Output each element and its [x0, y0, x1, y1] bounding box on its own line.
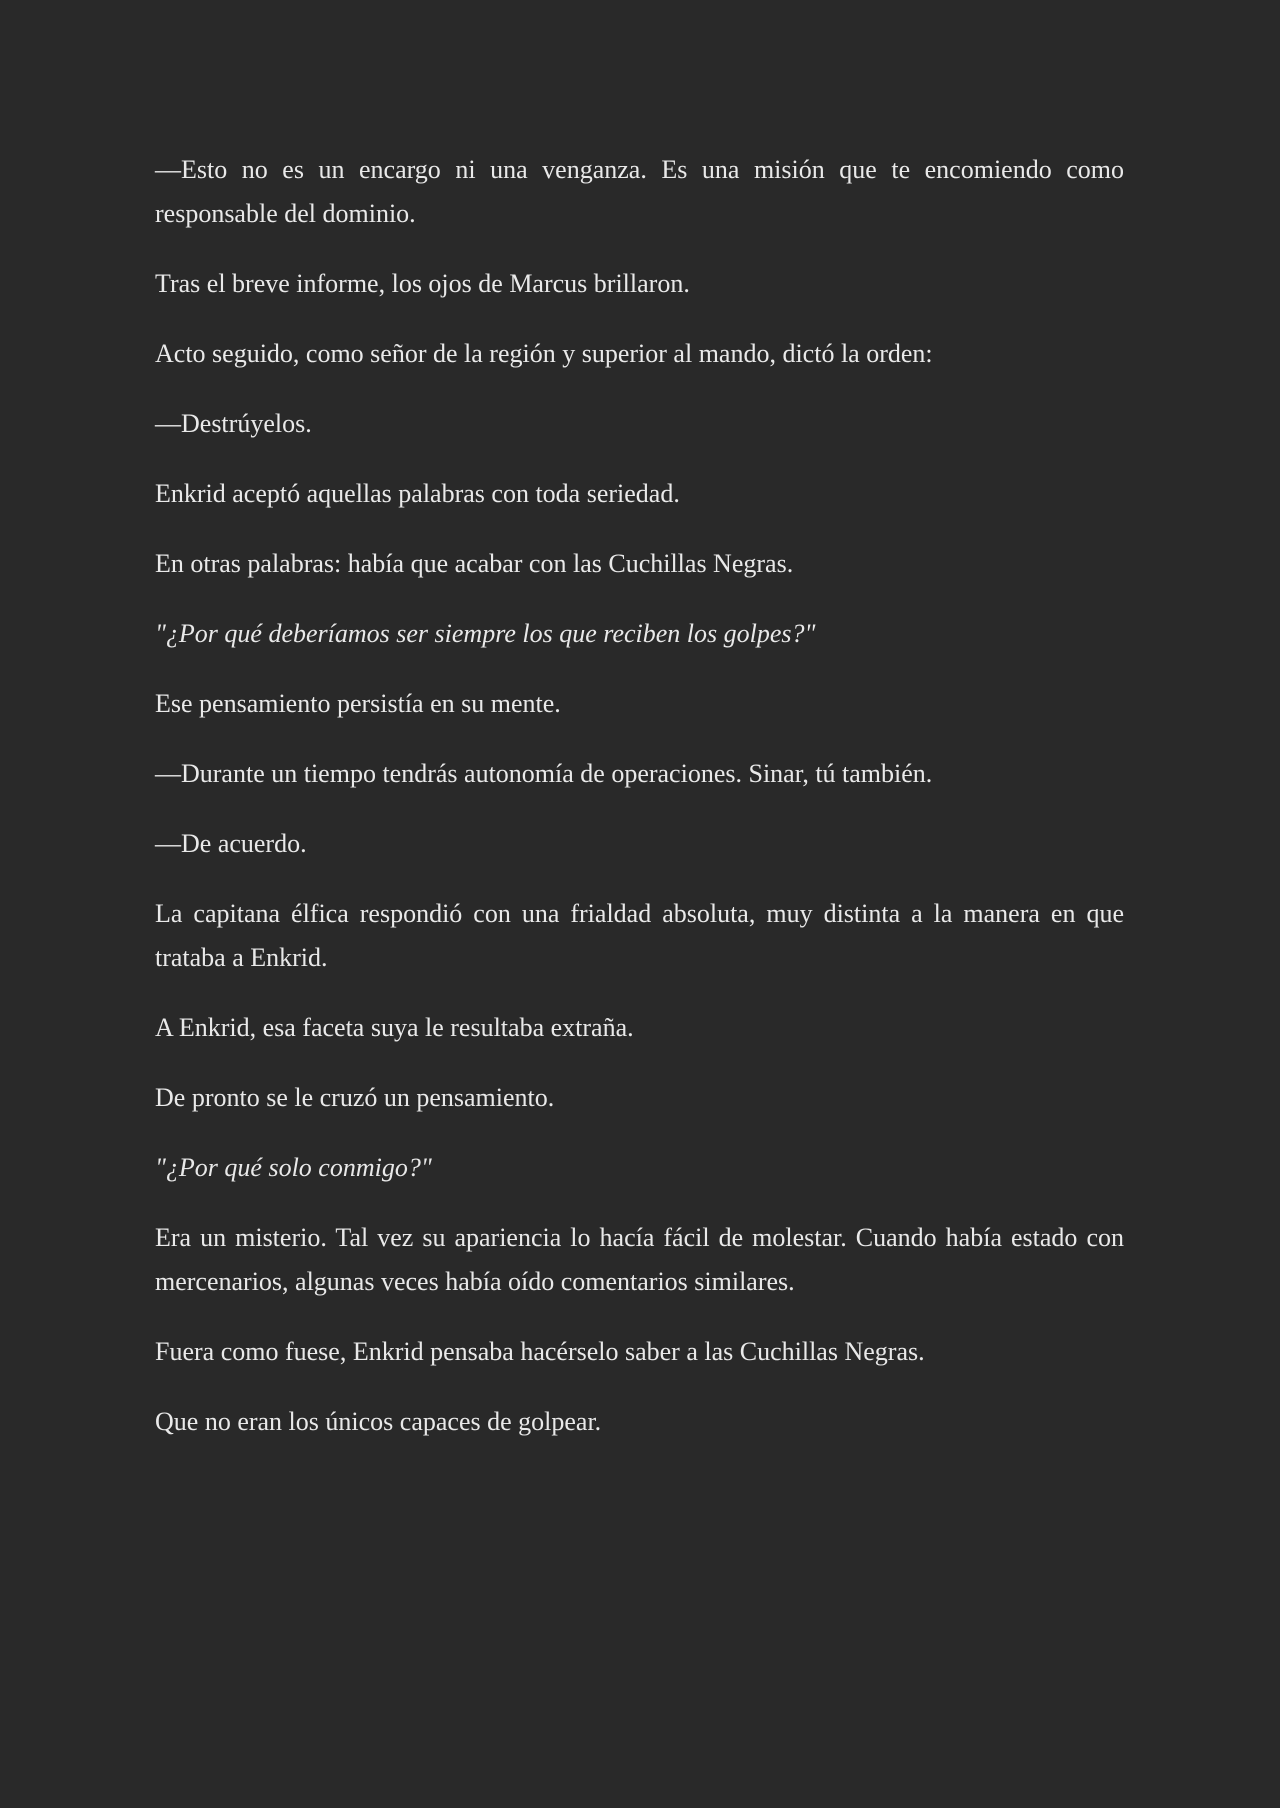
paragraph: Tras el breve informe, los ojos de Marcus brillaron.	[155, 269, 690, 298]
paragraph: En otras palabras: había que acabar con las Cuchillas Negras.	[155, 549, 794, 578]
italic-thought-paragraph: "¿Por qué solo conmigo?"	[155, 1153, 432, 1182]
paragraph: A Enkrid, esa faceta suya le resultaba extraña.	[155, 1013, 634, 1042]
paragraph: Acto seguido, como señor de la región y superior al mando, dictó la orden:	[155, 339, 933, 368]
reading-page	[155, 148, 1124, 1470]
paragraph: Fuera como fuese, Enkrid pensaba hacérselo saber a las Cuchillas Negras.	[155, 1337, 925, 1366]
italic-thought-paragraph: "¿Por qué deberíamos ser siempre los que reciben los golpes?"	[155, 619, 816, 648]
paragraph: La capitana élfica respondió con una frialdad absoluta, muy distinta a la manera en que trataba a Enkrid.	[155, 899, 1124, 972]
paragraph: Enkrid aceptó aquellas palabras con toda seriedad.	[155, 479, 680, 508]
paragraph: —Durante un tiempo tendrás autonomía de operaciones. Sinar, tú también.	[155, 759, 933, 788]
paragraph: —Destrúyelos.	[155, 409, 312, 438]
paragraph: De pronto se le cruzó un pensamiento.	[155, 1083, 555, 1112]
paragraph: —De acuerdo.	[155, 829, 307, 858]
paragraph: —Esto no es un encargo ni una venganza. Es una misión que te encomiendo como responsable del dominio.	[155, 155, 1124, 228]
paragraph: Ese pensamiento persistía en su mente.	[155, 689, 561, 718]
paragraph: Que no eran los únicos capaces de golpear.	[155, 1407, 602, 1436]
paragraph: Era un misterio. Tal vez su apariencia lo hacía fácil de molestar. Cuando había estado con mercenarios, algunas veces había oído comentarios similares.	[155, 1223, 1124, 1296]
